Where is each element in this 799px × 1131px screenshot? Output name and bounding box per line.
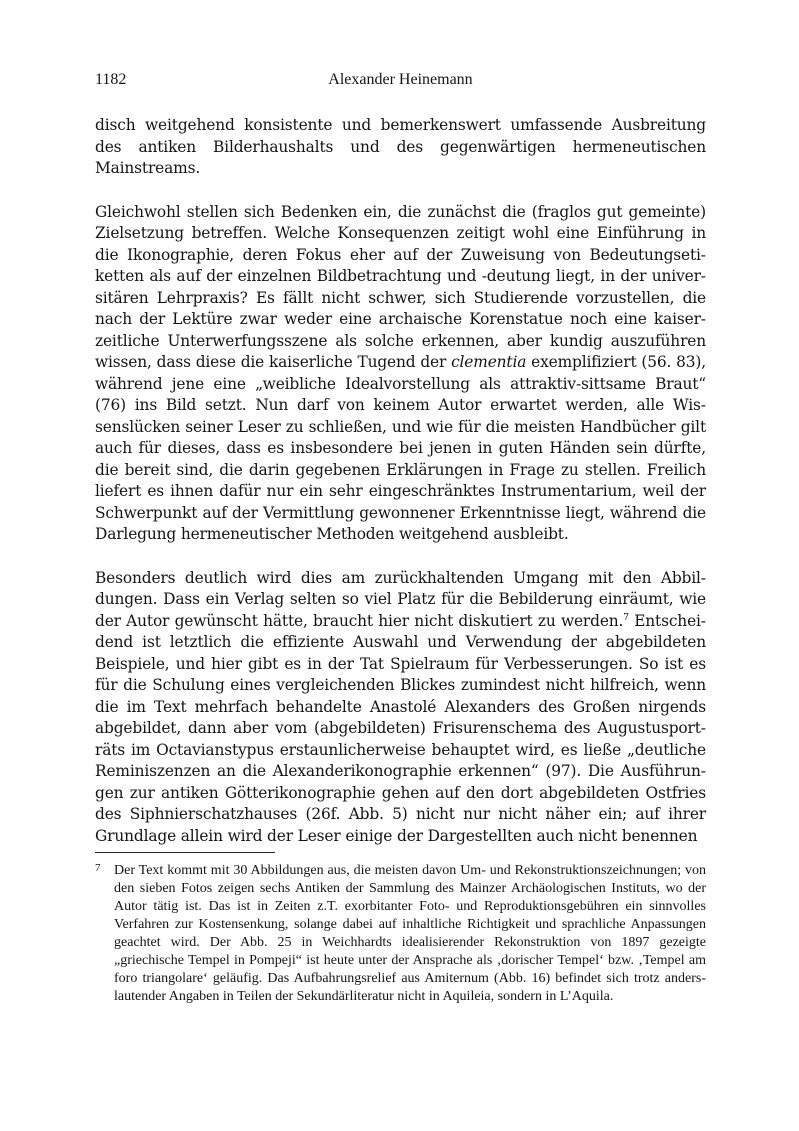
footnote-divider bbox=[95, 852, 275, 853]
page-number: 1182 bbox=[95, 71, 127, 88]
paragraph-2-italic-term: clementia bbox=[451, 353, 527, 371]
running-head bbox=[95, 71, 706, 93]
page bbox=[95, 0, 706, 1131]
paragraph-2 bbox=[95, 202, 706, 546]
paragraph-3 bbox=[95, 568, 706, 848]
running-title: Alexander Heinemann bbox=[328, 71, 473, 88]
footnote bbox=[95, 862, 706, 1006]
footnote-text: Der Text kommt mit 30 Abbildungen aus, die meisten davon Um- und Rekonstruktionszeichnungen; von den sieben Fotos zeigen sechs Antiken der Sammlung des Mainzer Archäologischen Instituts, wo der Autor tätig ist. Das ist in Zeiten z.T. exorbitanter Foto- und Reproduktionsgebühren ein sinnvolles Verfahren zur Kostensenkung, solange dabei auf inhaltliche Richtigkeit und sprachliche Anpassungen geachtet wird. Der Abb. 25 in Weichhardts idealisierender Rekonstruktion von 1897 gezeigte „griechische Tempel in Pompeji“ ist heute unter der Ansprache als ‚dorischer Tempel‘ bzw. ‚Tempel am foro triangolare‘ geläufig. Das Aufbahrungsrelief aus Amiternum (Abb. 16) befindet sich trotz anderslautender Angaben in Teilen der Sekundärliteratur nicht in Aquileia, sondern in L’Aquila. bbox=[114, 863, 706, 1004]
paragraph-3-part-a: Besonders deutlich wird dies am zurückhaltenden Umgang mit den Abbildungen. Dass ein Verlag selten so viel Platz für die Bebilderung einräumt, wie der Autor gewünscht hätte, braucht hier nicht diskutiert zu werden. bbox=[95, 568, 706, 630]
body-text bbox=[95, 115, 706, 847]
footnote-reference[interactable]: 7 bbox=[623, 612, 629, 623]
footnote-number: 7 bbox=[95, 862, 101, 874]
paragraph-2-part-a: Gleichwohl stellen sich Bedenken ein, die zunächst die (fraglos gut gemeinte) Zielsetzung betreffen. Welche Konsequenzen zeitigt wohl eine Einführung in die Ikonographie, deren Fokus eher auf der Zuweisung von Bedeutungsetiketten als auf der einzelnen Bildbetrachtung und -deutung liegt, in der universitären Lehrpraxis? Es fällt nicht schwer, sich Studierende vorzustellen, die nach der Lektüre zwar weder eine archaische Korenstatue noch eine kaiserzeitliche Unterwerfungsszene als solche erkennen, aber kundig auszuführen wissen, dass diese die kaiserliche Tugend der bbox=[95, 202, 706, 371]
paragraph-1: disch weitgehend konsistente und bemerkenswert umfassende Ausbreitung des antiken Bilderhaushalts und des gegenwärtigen hermeneutischen Mainstreams. bbox=[95, 116, 706, 177]
paragraph-2-part-b: exemplifiziert (56. 83), während jene eine „weibliche Idealvorstellung als attraktiv-sittsame Braut“ (76) ins Bild setzt. Nun darf von keinem Autor erwartet werden, alle Wissenslücken seiner Leser zu schließen, und wie für die meisten Handbücher gilt auch für dieses, dass es insbesondere bei jenen in guten Händen sein dürfte, die bereit sind, die darin gegebenen Erklärungen in Frage zu stellen. Freilich liefert es ihnen dafür nur ein sehr eingeschränktes Instrumentarium, weil der Schwerpunkt auf der Vermittlung gewonnener Erkenntnisse liegt, während die Darlegung hermeneutischer Methoden weitgehend ausbleibt. bbox=[95, 353, 706, 543]
paragraph-3-part-b: Entscheidend ist letztlich die effiziente Auswahl und Verwendung der abgebildeten Beispiele, und hier gibt es in der Tat Spielraum für Verbesserungen. So ist es für die Schulung eines vergleichenden Blickes zumindest nicht hilfreich, wenn die im Text mehrfach behandelte Anastolé Alexanders des Großen nirgends abgebildet, dann aber vom (abgebildeten) Frisurenschema des Augustusporträts im Octavianstypus erstaunlicherweise behauptet wird, es ließe „deutliche Reminiszenzen an die Alexanderikonographie erkennen“ (97). Die Ausführungen zur antiken Götterikonographie gehen auf den dort abgebildeten Ostfries des Siphnierschatzhauses (26f. Abb. 5) nicht nur nicht näher ein; auf ihrer Grundlage allein wird der Leser einige der Dargestellten auch nicht benennen bbox=[95, 611, 706, 845]
